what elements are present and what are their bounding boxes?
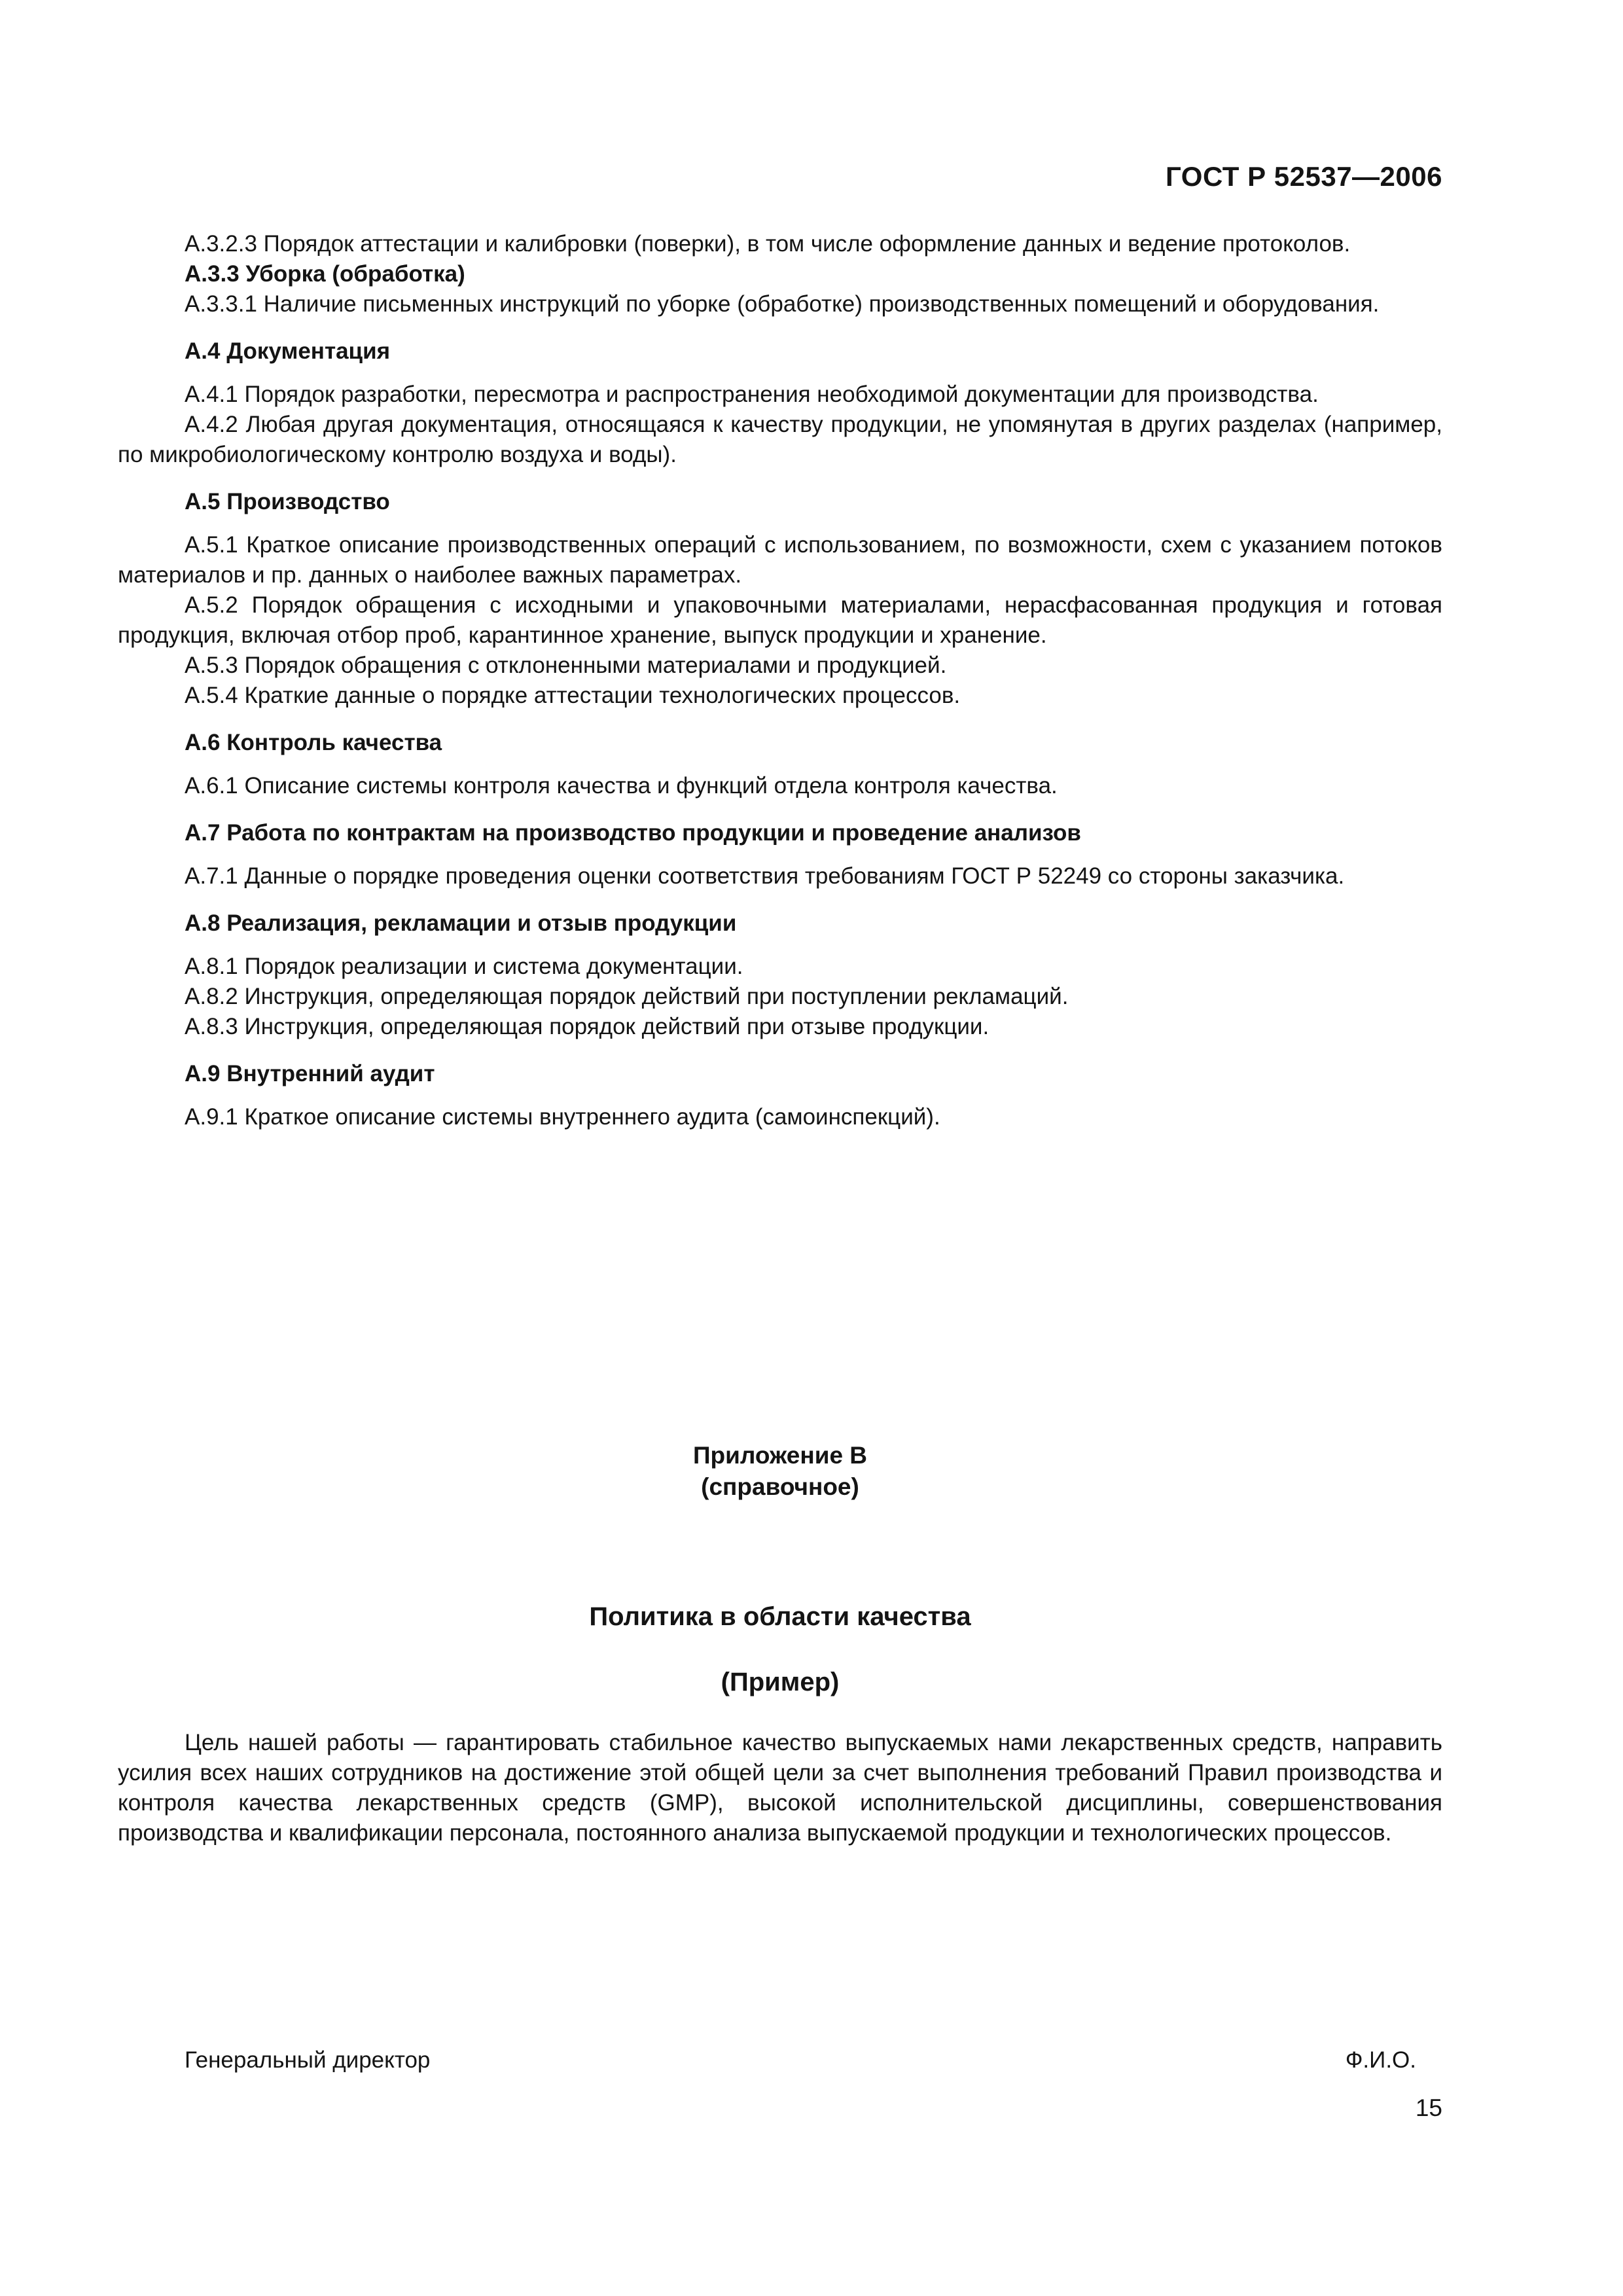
paragraph: А.5.4 Краткие данные о порядке аттестации технологических процессов. [185, 683, 961, 708]
standard-header: ГОСТ Р 52537—2006 [1166, 161, 1442, 192]
paragraph: А.8.1 Порядок реализации и система документации. [185, 954, 743, 979]
paragraph: А.5.3 Порядок обращения с отклоненными материалами и продукцией. [185, 653, 947, 678]
section-heading: А.8 Реализация, рекламации и отзыв продукции [185, 910, 737, 936]
signature-name: Ф.И.О. [1345, 2047, 1416, 2073]
section-heading: А.4 Документация [185, 338, 391, 364]
document-page [118, 0, 1442, 2296]
section-heading: А.7 Работа по контрактам на производство продукции и проведение анализов [185, 820, 1081, 846]
paragraph: А.4.2 Любая другая документация, относящаяся к качеству продукции, не упомянутая в других разделах (например, по микробиологическому контролю воздуха и воды). [118, 412, 1442, 467]
policy-text: Цель нашей работы — гарантировать стабильное качество выпускаемых нами лекарственных средств, направить усилия всех наших сотрудников на достижение этой общей цели за счет выполнения требований Правил производства и контроля качества лекарственных средств (GMP), высокой исполнительской дисциплины, совершенствования производства и квалификации персонала, постоянного анализа выпускаемой продукции и технологических процессов. [118, 1730, 1442, 1846]
policy-title: Политика в области качества [589, 1602, 971, 1631]
paragraph: А.3.3.1 Наличие письменных инструкций по уборке (обработке) производственных помещений и оборудования. [185, 291, 1380, 317]
section-heading: А.9 Внутренний аудит [185, 1061, 435, 1086]
policy-subtitle: (Пример) [721, 1668, 840, 1696]
paragraph: А.4.1 Порядок разработки, пересмотра и распространения необходимой документации для производства. [185, 382, 1319, 407]
paragraph: А.5.1 Краткое описание производственных операций с использованием, по возможности, схем с указанием потоков материалов и пр. данных о наиболее важных параметрах. [118, 532, 1442, 588]
section-heading: А.6 Контроль качества [185, 730, 442, 755]
signature-role: Генеральный директор [185, 2047, 431, 2073]
section-heading: А.5 Производство [185, 489, 390, 514]
paragraph: А.8.2 Инструкция, определяющая порядок действий при поступлении рекламаций. [185, 984, 1069, 1009]
paragraph: А.8.3 Инструкция, определяющая порядок действий при отзыве продукции. [185, 1014, 990, 1039]
page-number: 15 [1415, 2094, 1442, 2121]
annex-status: (справочное) [701, 1473, 859, 1500]
annex-title: Приложение В [692, 1442, 868, 1469]
paragraph: А.6.1 Описание системы контроля качества и функций отдела контроля качества. [185, 773, 1058, 798]
paragraph: А.9.1 Краткое описание системы внутреннего аудита (самоинспекций). [185, 1104, 940, 1130]
paragraph: А.7.1 Данные о порядке проведения оценки соответствия требованиям ГОСТ Р 52249 со стороны заказчика. [185, 863, 1345, 889]
section-heading: А.3.3 Уборка (обработка) [185, 261, 465, 287]
paragraph: А.3.2.3 Порядок аттестации и калибровки (поверки), в том числе оформление данных и ведение протоколов. [185, 231, 1351, 257]
paragraph: А.5.2 Порядок обращения с исходными и упаковочными материалами, нерасфасованная продукция и готовая продукция, включая отбор проб, карантинное хранение, выпуск продукции и хранение. [118, 592, 1442, 648]
appendix-a-content [118, 229, 1442, 1132]
